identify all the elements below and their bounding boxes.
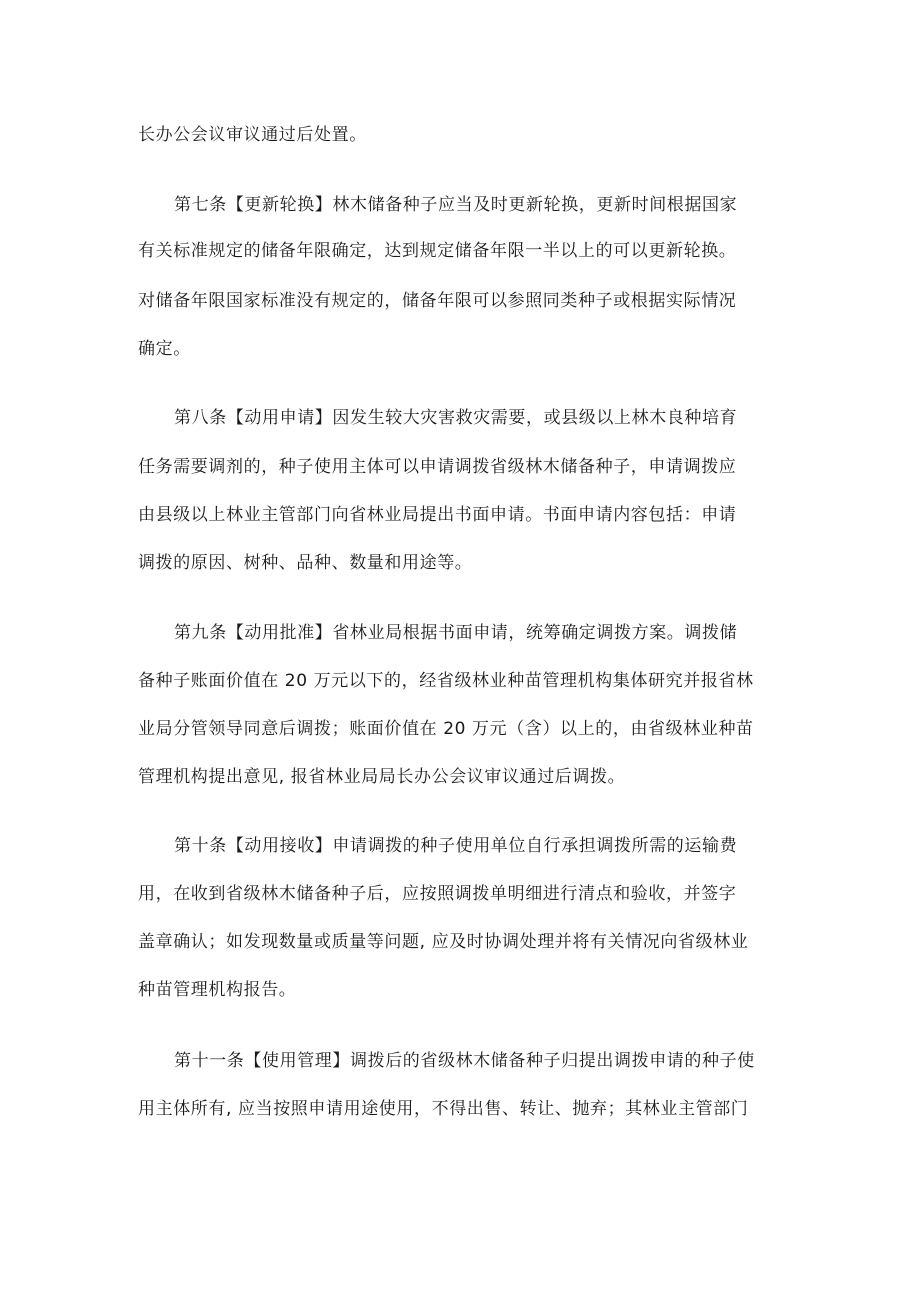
text-line: 种苗管理机构报告。: [138, 980, 297, 1000]
text-line: 用，在收到省级林木储备种子后，应按照调拨单明细进行清点和验收，并签字: [138, 884, 737, 904]
text-line: 确定。: [138, 339, 191, 359]
text-line: 第十条【动用接收】申请调拨的种子使用单位自行承担调拨所需的运输费: [174, 836, 738, 856]
text-line: 调拨的原因、树种、品种、数量和用途等。: [138, 553, 473, 573]
text-line: 对储备年限国家标准没有规定的，储备年限可以参照同类种子或根据实际情况: [138, 291, 737, 311]
text-line: 第七条【更新轮换】林木储备种子应当及时更新轮换，更新时间根据国家: [174, 195, 738, 215]
text-line: 长办公会议审议通过后处置。: [138, 125, 367, 145]
text-line: 第八条【动用申请】因发生较大灾害救灾需要，或县级以上林木良种培育: [174, 408, 738, 428]
text-line: 任务需要调剂的，种子使用主体可以申请调拨省级林木储备种子，申请调拨应: [138, 457, 737, 477]
text-line: 有关标准规定的储备年限确定，达到规定储备年限一半以上的可以更新轮换。: [138, 241, 737, 261]
text-line: 业局分管领导同意后调拨；账面价值在 20 万元（含）以上的，由省级林业种苗: [138, 719, 754, 739]
text-line: 由县级以上林业主管部门向省林业局提出书面申请。书面申请内容包括：申请: [138, 505, 737, 525]
text-line: 盖章确认；如发现数量或质量等问题, 应及时协调处理并将有关情况向省级林业: [138, 932, 749, 952]
text-line: 用主体所有, 应当按照申请用途使用，不得出售、转让、抛弃；其林业主管部门: [138, 1099, 749, 1119]
text-line: 第九条【动用批准】省林业局根据书面申请，统筹确定调拨方案。调拨储: [174, 623, 738, 643]
text-line: 管理机构提出意见, 报省林业局局长办公会议审议通过后调拨。: [138, 767, 626, 787]
text-line: 备种子账面价值在 20 万元以下的，经省级林业种苗管理机构集体研究并报省林: [138, 671, 754, 691]
text-line: 第十一条【使用管理】调拨后的省级林木储备种子归提出调拨申请的种子使: [174, 1051, 755, 1071]
